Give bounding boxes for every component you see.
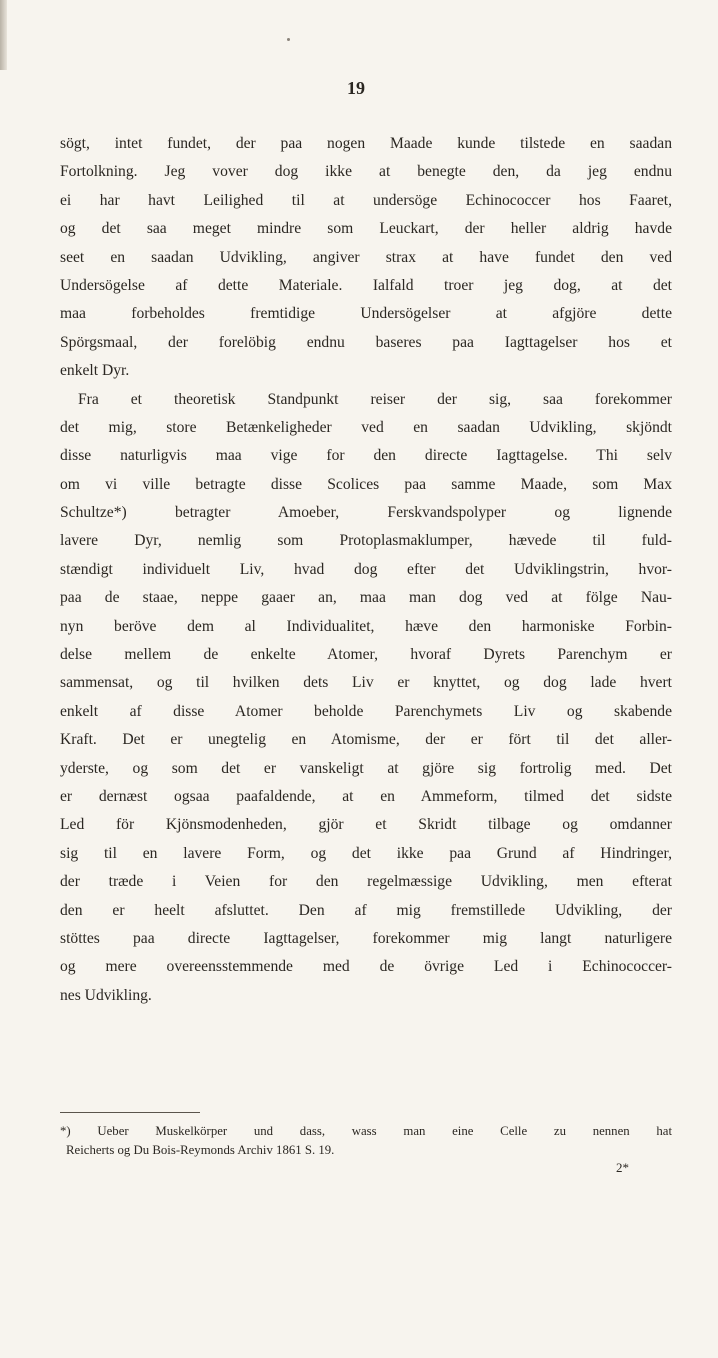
signature-mark: 2* <box>616 1160 629 1175</box>
text-line: nyn beröve dem al Individualitet, hæve den harmoniske Forbin- <box>60 617 672 635</box>
page-number: 19 <box>347 78 365 98</box>
text-line: Fortolkning. Jeg vover dog ikke at benegte den, da jeg endnu <box>60 163 672 181</box>
text-line: stændigt individuelt Liv, hvad dog efter det Udviklingstrin, hvor- <box>60 560 672 578</box>
text-line: enkelt Dyr. <box>60 362 130 380</box>
text-line: og det saa meget mindre som Leuckart, der heller aldrig havde <box>60 220 672 238</box>
text-line: Fra et theoretisk Standpunkt reiser der sig, saa forekommer <box>78 390 672 408</box>
text-line: stöttes paa directe Iagttagelser, forekommer mig langt naturligere <box>60 929 672 947</box>
text-line: og mere overeensstemmende med de övrige Led i Echinococcer- <box>60 958 672 976</box>
footnote-divider <box>60 1112 200 1113</box>
text-line: nes Udvikling. <box>60 986 152 1004</box>
text-line: ei har havt Leilighed til at undersöge Echinococcer hos Faaret, <box>60 191 672 209</box>
paper-speck <box>287 38 290 41</box>
text-line: sammensat, og til hvilken dets Liv er knyttet, og dog lade hvert <box>60 674 672 692</box>
text-line: om vi ville betragte disse Scolices paa samme Maade, som Max <box>60 475 672 493</box>
text-line: Undersögelse af dette Materiale. Ialfald troer jeg dog, at det <box>60 276 672 294</box>
text-line: sögt, intet fundet, der paa nogen Maade kunde tilstede en saadan <box>60 135 672 152</box>
text-line: maa forbeholdes fremtidige Undersögelser at afgjöre dette <box>60 305 672 323</box>
text-line: den er heelt afsluttet. Den af mig fremstillede Udvikling, der <box>60 901 672 919</box>
text-line: det mig, store Betænkeligheder ved en saadan Udvikling, skjöndt <box>60 418 672 436</box>
text-line: sig til en lavere Form, og det ikke paa Grund af Hindringer, <box>60 844 672 862</box>
body-text <box>60 130 672 1010</box>
text-line: Spörgsmaal, der forelöbig endnu baseres paa Iagttagelser hos et <box>60 333 672 351</box>
text-line: paa de staae, neppe gaaer an, maa man dog ved at fölge Nau- <box>60 589 672 607</box>
text-line: der træde i Veien for den regelmæssige Udvikling, men efterat <box>60 873 672 891</box>
text-line: enkelt af disse Atomer beholde Parenchymets Liv og skabende <box>60 702 672 720</box>
text-line: Led för Kjönsmodenheden, gjör et Skridt tilbage og omdanner <box>60 816 672 834</box>
scan-edge-shadow <box>0 0 7 70</box>
text-line: Schultze*) betragter Amoeber, Ferskvandspolyper og lignende <box>60 504 672 522</box>
text-line: seet en saadan Udvikling, angiver strax at have fundet den ved <box>60 248 672 266</box>
footnote-line: *) Ueber Muskelkörper und dass, wass man eine Celle zu nennen hat <box>60 1124 672 1138</box>
footnote-line: Reicherts og Du Bois-Reymonds Archiv 1861 S. 19. <box>66 1143 335 1157</box>
text-line: Kraft. Det er unegtelig en Atomisme, der er fört til det aller- <box>60 731 672 749</box>
footnote <box>60 1122 672 1160</box>
text-line: lavere Dyr, nemlig som Protoplasmaklumper, hævede til fuld- <box>60 532 672 550</box>
text-line: yderste, og som det er vanskeligt at gjöre sig fortrolig med. Det <box>60 759 672 777</box>
text-line: er dernæst ogsaa paafaldende, at en Ammeform, tilmed det sidste <box>60 787 672 805</box>
text-line: disse naturligvis maa vige for den directe Iagttagelse. Thi selv <box>60 447 672 465</box>
text-line: delse mellem de enkelte Atomer, hvoraf Dyrets Parenchym er <box>60 646 672 664</box>
